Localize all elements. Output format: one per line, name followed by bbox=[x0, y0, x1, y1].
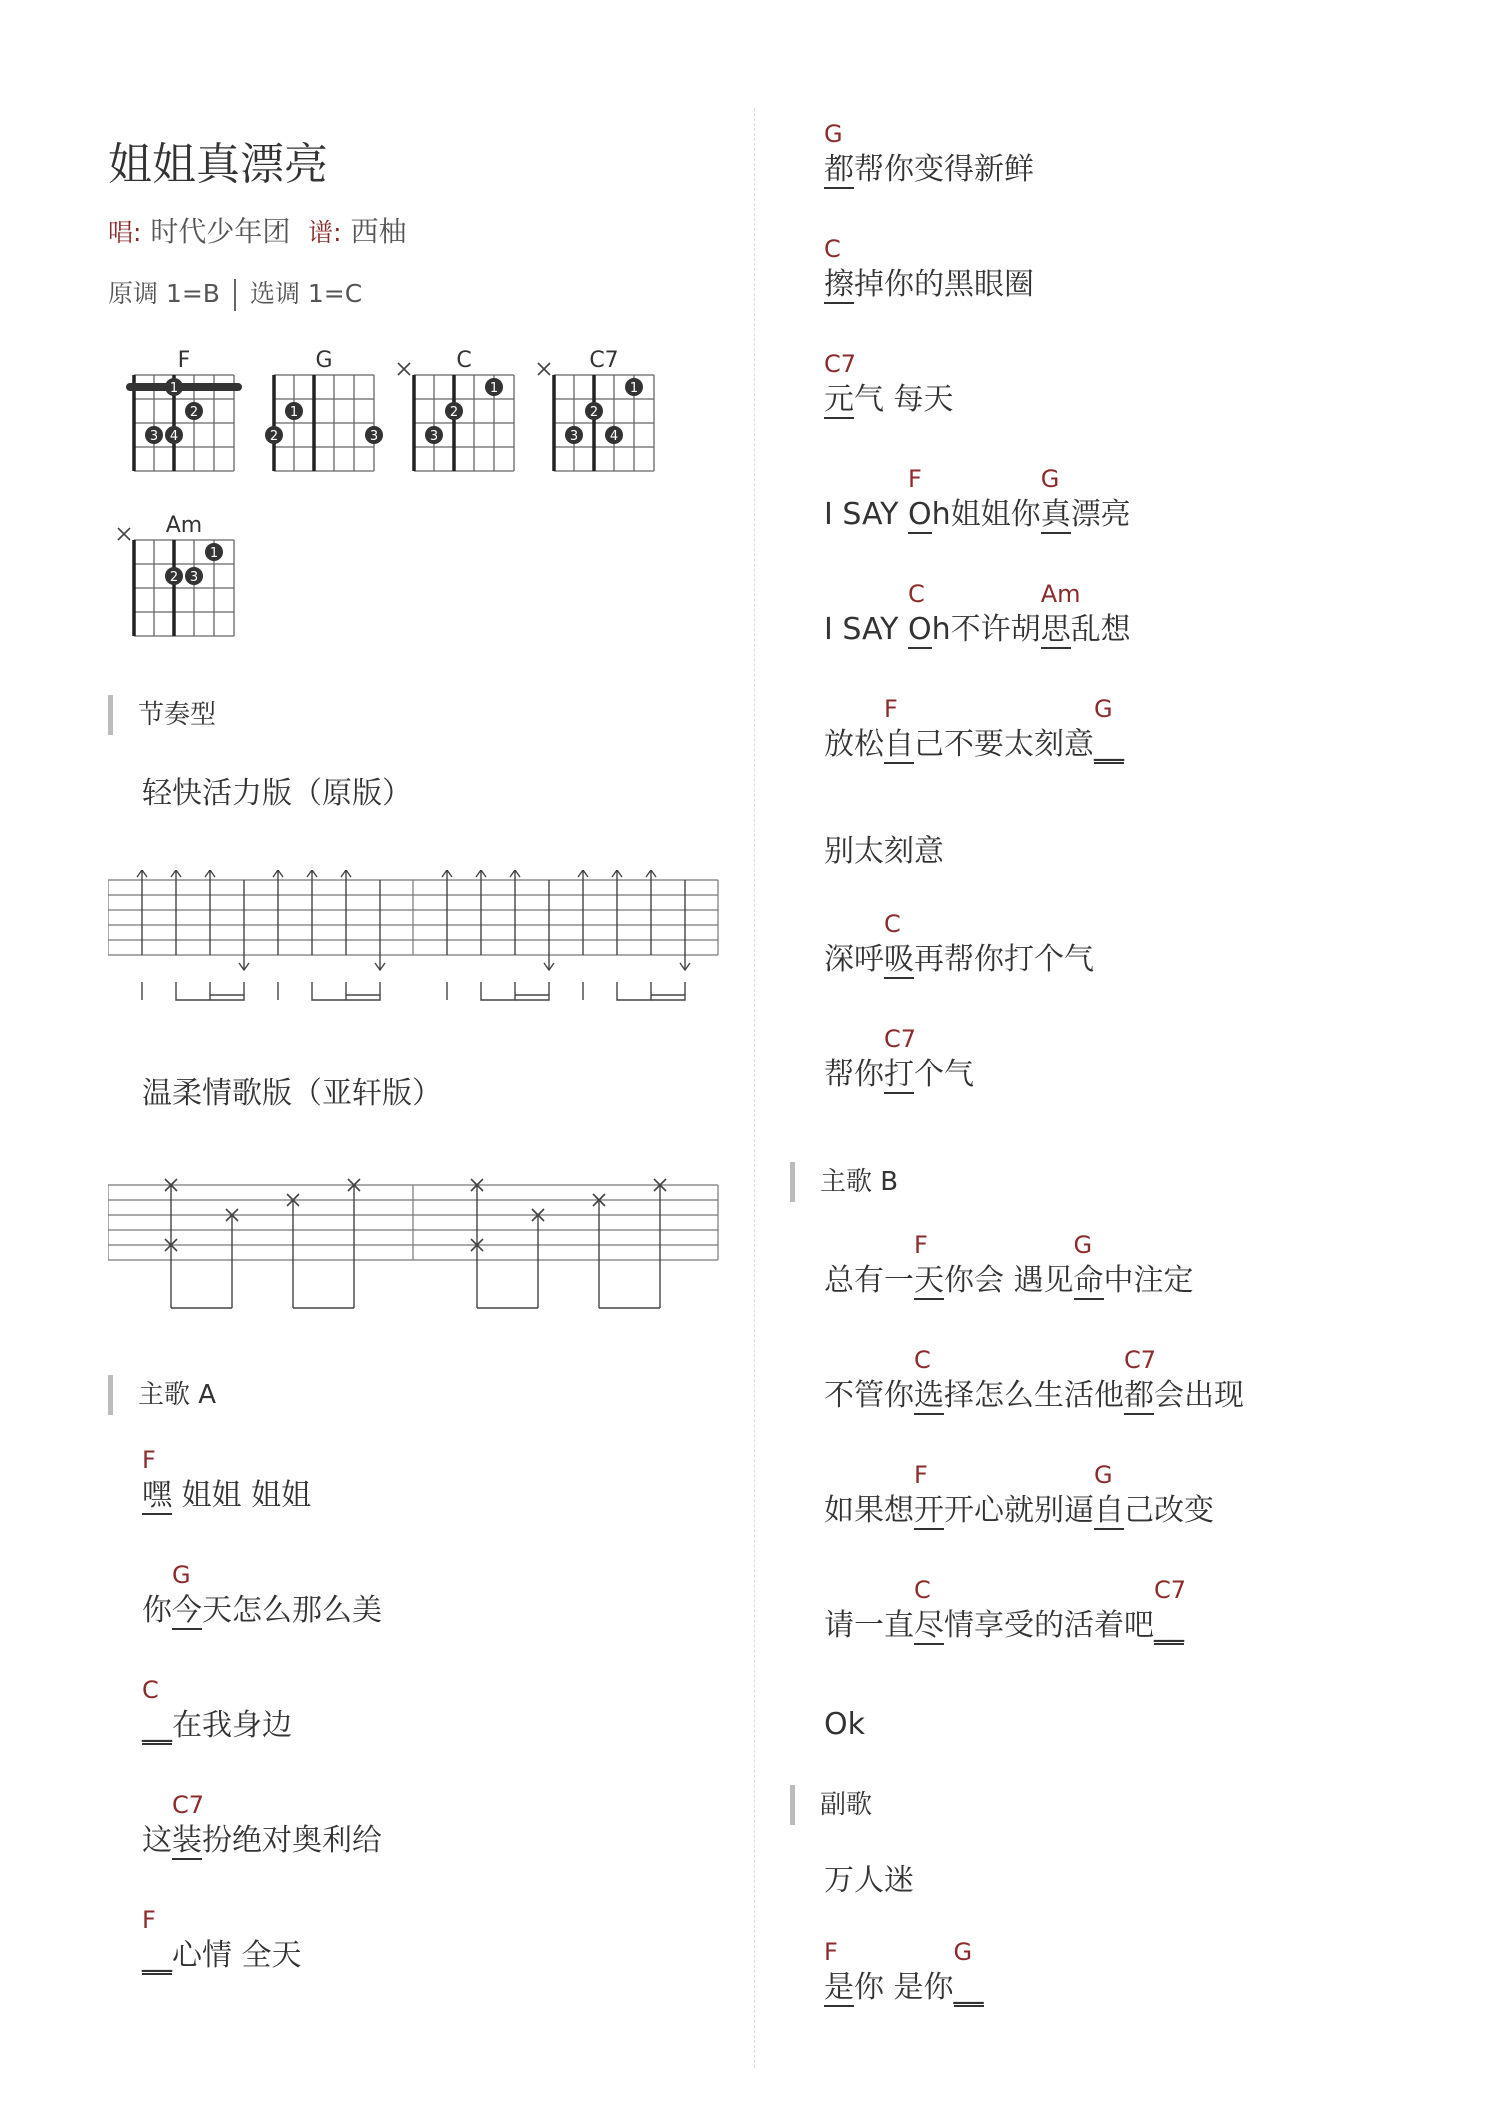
lyric-line-plain: 别太刻意 bbox=[824, 834, 944, 869]
chord-diagram-f bbox=[130, 348, 238, 471]
lyric-segment bbox=[1041, 467, 1071, 533]
chord-name: G bbox=[315, 348, 333, 373]
lyric-text: __ bbox=[953, 1970, 984, 2005]
lyric-text: O bbox=[908, 497, 932, 532]
chord-label: C bbox=[914, 1576, 931, 1604]
lyric-text: 开心就别逼 bbox=[944, 1493, 1094, 1528]
section-heading-rhythm: 节奏型 bbox=[108, 695, 216, 735]
lyric-text: 择怎么生活他 bbox=[944, 1378, 1124, 1413]
chord-label: C bbox=[914, 1346, 931, 1374]
chord-label: C bbox=[824, 235, 841, 263]
chord-label: G bbox=[1073, 1231, 1093, 1259]
lyric-text: 你 bbox=[142, 1593, 172, 1628]
lyric-segment bbox=[1154, 1348, 1244, 1414]
lyric-segment bbox=[854, 1940, 954, 2006]
lyric-text: 不管你 bbox=[824, 1378, 914, 1413]
chord-label: C bbox=[908, 580, 925, 608]
lyric-segment bbox=[824, 467, 908, 533]
chord-name: C bbox=[456, 348, 472, 373]
lyric-segment bbox=[142, 1793, 172, 1859]
chord-label: C7 bbox=[884, 1025, 917, 1053]
lyric-text: __ bbox=[142, 1938, 172, 1973]
lyric-segment bbox=[1094, 697, 1124, 763]
lyric-segment bbox=[1124, 1463, 1214, 1529]
lyric-line bbox=[142, 1908, 302, 1984]
lyric-segment bbox=[202, 1793, 382, 1859]
lyric-line bbox=[142, 1793, 382, 1869]
lyric-text: I SAY bbox=[824, 497, 909, 532]
lyric-text: 姐姐 姐姐 bbox=[172, 1478, 312, 1513]
lyric-segment bbox=[944, 1463, 1094, 1529]
lyric-segment bbox=[908, 467, 932, 533]
mute-mark bbox=[118, 528, 130, 540]
finger-number: 4 bbox=[609, 429, 619, 444]
lyric-segment bbox=[824, 350, 857, 418]
chord-label: Am bbox=[1040, 580, 1081, 608]
lyric-text: 吸 bbox=[884, 942, 914, 977]
lyric-segment bbox=[824, 1348, 914, 1414]
finger-number: 3 bbox=[569, 429, 579, 444]
lyric-segment bbox=[1104, 1233, 1194, 1299]
chord-label: F bbox=[914, 1461, 928, 1489]
lyric-text: 天 bbox=[914, 1263, 944, 1298]
lyric-text: 扮绝对奥利给 bbox=[202, 1823, 382, 1858]
lyric-text: 是 bbox=[824, 1970, 854, 2005]
chord-label: F bbox=[914, 1231, 928, 1259]
lyric-text: 漂亮 bbox=[1070, 497, 1131, 532]
lyric-segment bbox=[824, 582, 908, 648]
lyric-text: 装 bbox=[172, 1823, 202, 1858]
lyric-text: __ bbox=[142, 1708, 172, 1743]
lyric-line-chorus-start: 万人迷 bbox=[824, 1863, 914, 1898]
lyric-segment bbox=[914, 1578, 944, 1644]
section-heading-chorus: 副歌 bbox=[790, 1785, 872, 1825]
lyric-segment bbox=[172, 1448, 311, 1514]
rhythm-version-1: 轻快活力版（原版） bbox=[142, 776, 412, 811]
chord-label: C bbox=[142, 1676, 159, 1704]
lyric-line bbox=[824, 1233, 1194, 1309]
lyric-text: 情享受的活着吧 bbox=[944, 1608, 1154, 1643]
lyric-segment bbox=[824, 912, 884, 978]
lyric-segment bbox=[142, 1908, 172, 1974]
lyric-text: 选 bbox=[914, 1378, 944, 1413]
finger-number: 2 bbox=[269, 429, 279, 444]
lyric-text: 打 bbox=[884, 1057, 914, 1092]
finger-number: 2 bbox=[189, 405, 199, 420]
lyric-segment bbox=[932, 467, 1041, 533]
column-divider bbox=[754, 108, 755, 2068]
lyric-segment bbox=[884, 912, 914, 978]
lyric-segment bbox=[824, 122, 854, 188]
lyric-segment bbox=[1071, 467, 1131, 533]
lyric-segment bbox=[944, 1578, 1154, 1644]
lyric-text: 心情 全天 bbox=[172, 1938, 302, 1973]
lyric-segment bbox=[172, 1908, 302, 1974]
finger-number: 1 bbox=[209, 546, 219, 561]
lyric-text: 开 bbox=[914, 1493, 944, 1528]
lyric-segment bbox=[824, 1233, 914, 1299]
chord-label: C bbox=[884, 910, 901, 938]
lyric-segment bbox=[824, 1027, 884, 1093]
lyric-text: 思 bbox=[1040, 612, 1071, 647]
lyric-text: 帮你变得新鲜 bbox=[854, 152, 1034, 187]
key-separator bbox=[234, 279, 236, 311]
lyric-segment bbox=[202, 1563, 382, 1629]
chord-label: F bbox=[142, 1906, 156, 1934]
chord-label: G bbox=[1040, 465, 1060, 493]
finger-number: 2 bbox=[449, 405, 459, 420]
lyric-text: __ bbox=[1094, 727, 1124, 762]
chord-label: F bbox=[908, 465, 922, 493]
lyric-segment bbox=[884, 1025, 917, 1093]
lyric-segment bbox=[854, 352, 954, 418]
lyric-segment bbox=[142, 1563, 172, 1629]
lyric-text: 你 是你 bbox=[854, 1970, 954, 2005]
lyric-text: 个气 bbox=[914, 1057, 974, 1092]
lyric-text: 真 bbox=[1040, 497, 1071, 532]
lyric-text: 擦 bbox=[824, 267, 854, 302]
strum-pattern-1 bbox=[108, 870, 723, 1020]
lyric-text: 帮你 bbox=[824, 1057, 884, 1092]
chord-label: G bbox=[172, 1561, 191, 1589]
lyric-segment bbox=[1124, 1346, 1157, 1414]
chord-name: F bbox=[177, 348, 191, 373]
key-info bbox=[108, 274, 362, 311]
lyric-segment bbox=[914, 1233, 944, 1299]
lyric-text: 天怎么那么美 bbox=[202, 1593, 382, 1628]
lyric-segment bbox=[954, 1940, 984, 2006]
section-heading-verse-a: 主歌 A bbox=[108, 1375, 216, 1415]
lyric-text: 命 bbox=[1073, 1263, 1104, 1298]
lyric-segment bbox=[142, 1678, 172, 1744]
chord-diagram-c bbox=[398, 348, 514, 471]
strum-pattern-2 bbox=[108, 1170, 723, 1320]
lyric-text: 你会 遇见 bbox=[944, 1263, 1074, 1298]
lyric-segment bbox=[172, 1678, 292, 1744]
lyric-segment bbox=[854, 237, 1034, 303]
lyric-text: 嘿 bbox=[142, 1478, 172, 1513]
finger-number: 2 bbox=[589, 405, 599, 420]
lyric-segment bbox=[854, 122, 1034, 188]
finger-number: 2 bbox=[169, 570, 179, 585]
lyric-segment bbox=[172, 1791, 205, 1859]
lyric-text: 放松 bbox=[824, 727, 884, 762]
lyric-text: 这 bbox=[142, 1823, 172, 1858]
chord-label: C7 bbox=[824, 350, 857, 378]
lyric-text: 气 每天 bbox=[854, 382, 954, 417]
lyric-text: 己改变 bbox=[1124, 1493, 1214, 1528]
lyric-line bbox=[142, 1448, 311, 1524]
lyric-text: 如果想 bbox=[824, 1493, 914, 1528]
chord-label: G bbox=[824, 120, 843, 148]
chord-label: F bbox=[142, 1446, 156, 1474]
rhythm-version-2: 温柔情歌版（亚轩版） bbox=[142, 1076, 442, 1111]
lyric-line-ok: Ok bbox=[824, 1707, 865, 1742]
lyric-text: O bbox=[908, 612, 932, 647]
lyric-segment bbox=[944, 1233, 1074, 1299]
lyric-segment bbox=[824, 1463, 914, 1529]
mute-mark bbox=[538, 363, 550, 375]
lyric-line bbox=[824, 237, 1034, 313]
lyric-segment bbox=[1074, 1233, 1104, 1299]
lyric-segment bbox=[824, 237, 854, 303]
chord-diagram-c7 bbox=[538, 348, 654, 471]
lyric-segment bbox=[884, 697, 914, 763]
song-title: 姐姐真漂亮 bbox=[108, 139, 328, 190]
lyric-text: 自 bbox=[1094, 1493, 1124, 1528]
song-meta bbox=[108, 210, 407, 250]
lyric-text: h姐姐你 bbox=[931, 497, 1041, 532]
chord-label: G bbox=[1094, 695, 1113, 723]
finger-number: 1 bbox=[489, 381, 499, 396]
lyric-text: 自 bbox=[884, 727, 914, 762]
chord-label: C7 bbox=[1124, 1346, 1157, 1374]
lyric-segment bbox=[914, 1463, 944, 1529]
lyric-segment bbox=[1154, 1576, 1187, 1644]
lyric-segment bbox=[944, 1348, 1124, 1414]
chord-diagram-g bbox=[265, 348, 383, 471]
arranger-label: 谱: bbox=[308, 218, 342, 247]
mute-mark bbox=[398, 363, 410, 375]
lyric-text: 深呼 bbox=[824, 942, 884, 977]
finger-number: 3 bbox=[369, 429, 379, 444]
lyric-line bbox=[824, 122, 1034, 198]
section-heading-verse-b: 主歌 B bbox=[790, 1162, 898, 1202]
lyric-segment bbox=[932, 582, 1041, 648]
lyric-line bbox=[824, 467, 1131, 543]
lyric-segment bbox=[1094, 1463, 1124, 1529]
lyric-line bbox=[824, 352, 954, 428]
lyric-segment bbox=[824, 1940, 854, 2006]
lyric-line bbox=[824, 912, 1094, 988]
lyric-segment bbox=[914, 1027, 974, 1093]
finger-number: 1 bbox=[289, 405, 299, 420]
lyric-text: 总有一 bbox=[824, 1263, 914, 1298]
lyric-segment bbox=[824, 697, 884, 763]
lyric-segment bbox=[142, 1448, 172, 1514]
lyric-line bbox=[824, 697, 1124, 773]
lyric-segment bbox=[172, 1563, 202, 1629]
finger-number: 3 bbox=[429, 429, 439, 444]
finger-number: 1 bbox=[169, 381, 179, 396]
lyric-text: 今 bbox=[172, 1593, 202, 1628]
chord-label: F bbox=[884, 695, 898, 723]
lyric-text: I SAY bbox=[824, 612, 909, 647]
lyric-line bbox=[824, 582, 1131, 658]
original-key: 原调 1=B bbox=[108, 279, 220, 308]
lyric-text: 再帮你打个气 bbox=[914, 942, 1094, 977]
lyric-segment bbox=[824, 1578, 914, 1644]
lyric-segment bbox=[914, 1348, 944, 1414]
lyric-segment bbox=[914, 912, 1094, 978]
chord-diagrams bbox=[108, 330, 688, 650]
lyric-text: 元 bbox=[824, 382, 854, 417]
lyric-segment bbox=[1071, 582, 1131, 648]
lyric-text: 中注定 bbox=[1103, 1263, 1194, 1298]
lyric-line bbox=[824, 1576, 1187, 1654]
lyric-line bbox=[824, 1463, 1214, 1539]
lyric-line bbox=[142, 1678, 292, 1754]
lyric-line bbox=[824, 1027, 974, 1103]
chord-label: G bbox=[1094, 1461, 1113, 1489]
lyric-line bbox=[824, 1348, 1244, 1424]
lyric-text: 掉你的黑眼圈 bbox=[854, 267, 1034, 302]
lyric-text: 尽 bbox=[914, 1608, 944, 1643]
lyric-text: 会出现 bbox=[1154, 1378, 1244, 1413]
lyric-text: 请一直 bbox=[824, 1608, 914, 1643]
finger-number: 3 bbox=[149, 429, 159, 444]
finger-number: 4 bbox=[169, 429, 179, 444]
chord-diagram-am bbox=[118, 513, 234, 636]
singer-name: 时代少年团 bbox=[150, 215, 291, 248]
lyric-text: 都 bbox=[1124, 1378, 1154, 1413]
lyric-segment bbox=[914, 697, 1094, 763]
chord-label: C7 bbox=[1154, 1576, 1187, 1604]
lyric-text: 己不要太刻意 bbox=[914, 727, 1094, 762]
lyric-text: 在我身边 bbox=[172, 1708, 292, 1743]
finger-number: 1 bbox=[629, 381, 639, 396]
arranger-name: 西柚 bbox=[350, 215, 407, 248]
lyric-segment bbox=[1040, 580, 1081, 648]
finger-number: 3 bbox=[189, 570, 199, 585]
chord-label: F bbox=[824, 1938, 838, 1966]
chord-label: C7 bbox=[172, 1791, 205, 1819]
chord-name: C7 bbox=[589, 348, 619, 373]
lyric-text: 都 bbox=[824, 152, 854, 187]
singer-label: 唱: bbox=[108, 218, 142, 247]
chord-label: G bbox=[953, 1938, 973, 1966]
lyric-text: 乱想 bbox=[1070, 612, 1131, 647]
selected-key: 选调 1=C bbox=[249, 279, 363, 308]
lyric-text: h不许胡 bbox=[931, 612, 1041, 647]
lyric-segment bbox=[908, 582, 932, 648]
lyric-line bbox=[824, 1940, 984, 2016]
lyric-text: __ bbox=[1154, 1608, 1184, 1643]
lyric-line bbox=[142, 1563, 382, 1639]
chord-name: Am bbox=[165, 513, 203, 538]
